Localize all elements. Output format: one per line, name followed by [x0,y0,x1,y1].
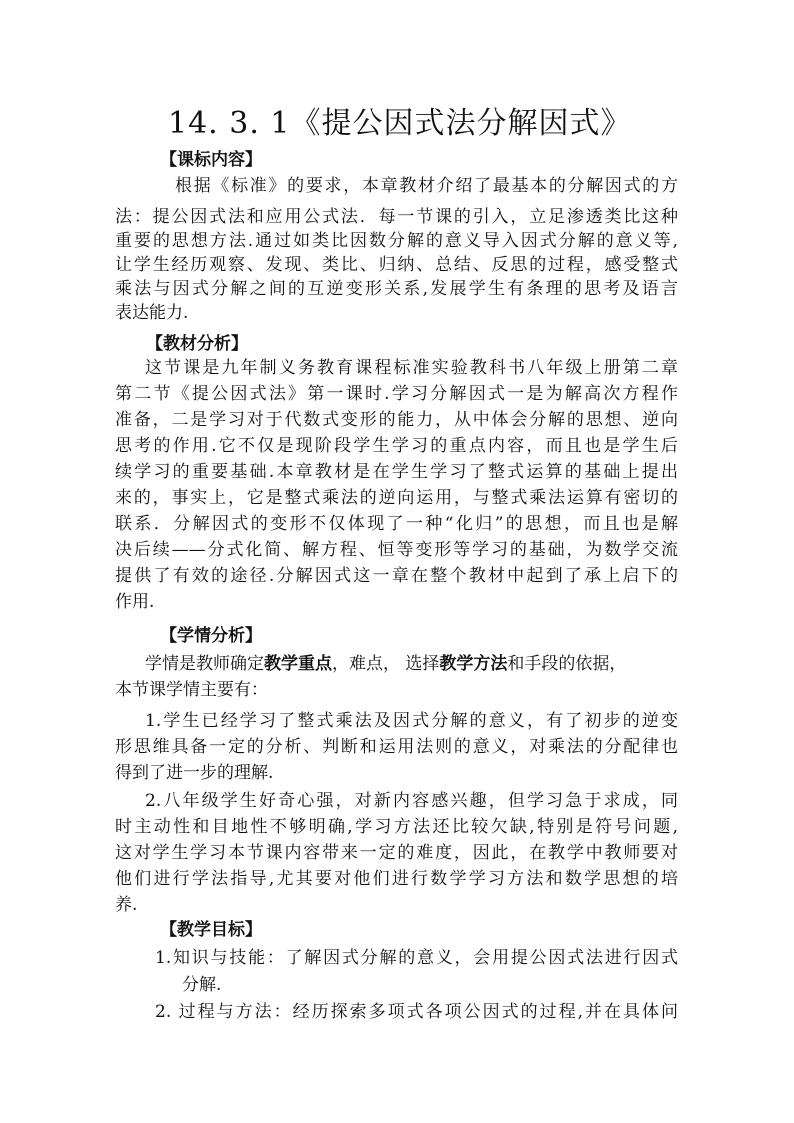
section-heading-objectives: 【教学目标】 [160,920,262,940]
emphasis-teaching-method: 教学方法 [439,654,508,674]
paragraph-line: 这节课是九年制义务教育课程标准实验教科书八年级上册第二章 [145,358,678,378]
section-heading-students: 【学情分析】 [160,626,262,646]
paragraph-line-with-emphasis [145,649,678,674]
intro-text: ，难点， 选择 [332,654,440,674]
list-item-line: 2.八年级学生好奇心强，对新内容感兴趣，但学习急于求成，同 [145,791,678,811]
paragraph-line: 联系．分解因式的变形不仅体现了一种“化归”的思想，而且也是解 [115,514,678,534]
paragraph-line: 本节课学情主要有： [115,680,268,700]
paragraph-line: 让学生经历观察、发现、类比、归纳、总结、反思的过程，感受整式 [115,255,678,275]
paragraph-line: 根据《标准》的要求，本章教材介绍了最基本的分解因式的方 [175,176,678,196]
list-item-line: 1.学生已经学习了整式乘法及因式分解的意义，有了初步的逆变 [145,711,678,731]
list-item-line: 这对学生学习本节课内容带来一定的难度，因此，在教学中教师要对 [115,843,678,863]
page-title: 14. 3. 1《提公因式法分解因式》 [168,106,632,141]
objective-item: 2. 过程与方法：经历探索多项式各项公因式的过程,并在具体问 [155,1002,678,1022]
paragraph-line: 提供了有效的途径.分解因式这一章在整个教材中起到了承上启下的 [115,566,678,586]
paragraph-line: 准备，二是学习对于代数式变形的能力，从中体会分解的思想、逆向 [115,410,678,430]
list-item-line: 时主动性和目地性不够明确,学习方法还比较欠缺,特别是符号问题, [115,817,678,837]
emphasis-teaching-focus: 教学重点 [264,654,332,674]
list-item-line: 形思维具备一定的分析、判断和运用法则的意义，对乘法的分配律也 [115,737,678,757]
paragraph-line: 作用. [115,592,155,612]
paragraph-line: 来的，事实上，它是整式乘法的逆向运用，与整式乘法运算有密切的 [115,488,678,508]
list-item-line: 养. [115,895,138,915]
section-heading-curriculum: 【课标内容】 [160,150,262,170]
section-heading-textbook: 【教材分析】 [146,334,248,354]
paragraph-line: 重要的思想方法.通过如类比因数分解的意义导入因式分解的意义等, [115,231,678,251]
intro-text: 学情是教师确定 [145,654,264,674]
objective-item: 1.知识与技能：了解因式分解的意义，会用提公因式法进行因式 [155,948,678,968]
intro-text: 和手段的依据， [507,654,627,674]
paragraph-line: 第二节《提公因式法》第一课时.学习分解因式一是为解高次方程作 [115,384,678,404]
paragraph-line: 思考的作用.它不仅是现阶段学生学习的重点内容，而且也是学生后 [115,436,678,456]
objective-item-continuation: 分解. [182,975,222,995]
list-item-line: 他们进行学法指导,尤其要对他们进行数学学习方法和数学思想的培 [115,869,678,889]
paragraph-line: 续学习的重要基础.本章教材是在学生学习了整式运算的基础上提出 [115,462,678,482]
paragraph-line: 决后续——分式化简、解方程、恒等变形等学习的基础，为数学交流 [115,540,678,560]
paragraph-line: 表达能力. [115,303,189,323]
list-item-line: 得到了进一步的理解. [115,763,274,783]
paragraph-line: 乘法与因式分解之间的互逆变形关系,发展学生有条理的思考及语言 [115,279,678,299]
paragraph-line: 法：提公因式法和应用公式法．每一节课的引入，立足渗透类比这种 [115,207,678,227]
